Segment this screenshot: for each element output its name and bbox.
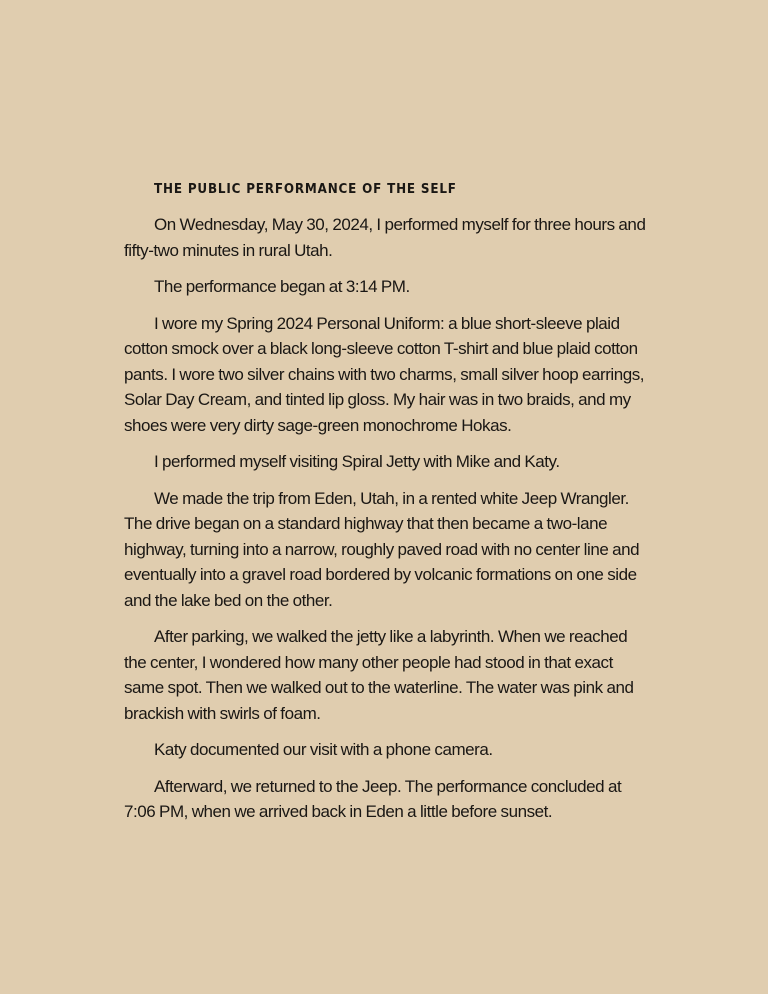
paragraph-5: We made the trip from Eden, Utah, in a rented white Jeep Wrangler. The drive began on a standard highway that then became a two-lane highway, turning into a narrow, roughly paved road with no center line and eventually into a gravel road bordered by volcanic formations on one side and the lake bed on the other. xyxy=(124,488,640,610)
paragraph-2: The performance began at 3:14 PM. xyxy=(154,277,410,296)
essay-body xyxy=(124,178,646,836)
paragraph-8: Afterward, we returned to the Jeep. The performance concluded at 7:06 PM, when we arrived back in Eden a little before sunset. xyxy=(124,776,622,821)
paragraph-6: After parking, we walked the jetty like a labyrinth. When we reached the center, I wondered how many other people had stood in that exact same spot. Then we walked out to the waterline. The water was pink and brackish with swirls of foam. xyxy=(124,627,634,723)
paragraph-3: I wore my Spring 2024 Personal Uniform: a blue short-sleeve plaid cotton smock over a black long-sleeve cotton T-shirt and blue plaid cotton pants. I wore two silver chains with two charms, small silver hoop earrings, Solar Day Cream, and tinted lip gloss. My hair was in two braids, and my shoes were very dirty sage-green monochrome Hokas. xyxy=(124,313,645,435)
essay-heading: THE PUBLIC PERFORMANCE OF THE SELF xyxy=(154,182,457,197)
paragraph-4: I performed myself visiting Spiral Jetty with Mike and Katy. xyxy=(154,452,560,471)
paragraph-1: On Wednesday, May 30, 2024, I performed myself for three hours and fifty-two minutes in rural Utah. xyxy=(124,215,646,260)
paragraph-7: Katy documented our visit with a phone camera. xyxy=(154,740,493,759)
